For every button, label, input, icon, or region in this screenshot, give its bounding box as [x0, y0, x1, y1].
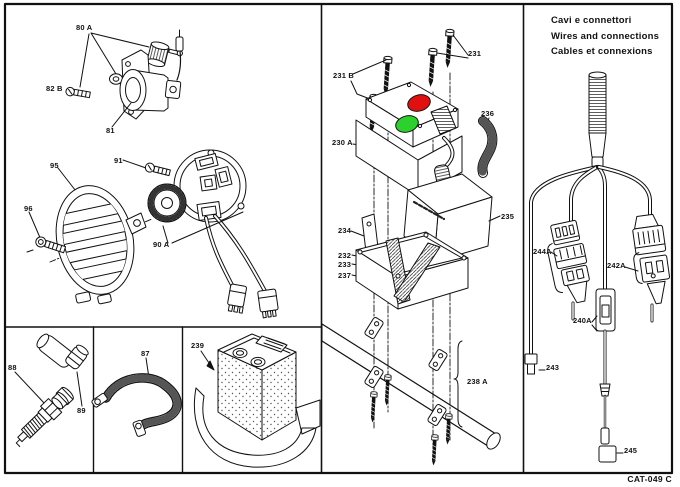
- part-label-89: 89: [77, 406, 86, 415]
- flywheel-cover-drawing: [27, 160, 171, 304]
- part-label-232: 232: [338, 251, 352, 260]
- ignition-coil-drawing: [65, 30, 183, 127]
- part-label-91: 91: [114, 156, 123, 165]
- part-label-230a: 230 A: [332, 138, 353, 147]
- part-label-82b: 82 B: [46, 84, 63, 93]
- part-label-233: 233: [338, 260, 352, 269]
- legend-title-french: Cables et connexions: [551, 46, 653, 57]
- spark-plug-drawing: [10, 331, 90, 449]
- legend-title-english: Wires and connections: [551, 31, 660, 42]
- legend-title-italian: Cavi e connettori: [551, 15, 632, 26]
- part-label-242a: 242A: [607, 261, 626, 270]
- mount-assembly-drawing: [322, 29, 503, 466]
- part-label-244a: 244A: [533, 247, 552, 256]
- part-label-238a: 238 A: [467, 377, 488, 386]
- part-label-237: 237: [338, 271, 352, 280]
- part-label-236: 236: [481, 109, 495, 118]
- part-label-80a: 80 A: [76, 23, 93, 32]
- part-label-231: 231: [468, 49, 482, 58]
- battery-drawing: [194, 334, 320, 467]
- part-label-96: 96: [24, 204, 33, 213]
- part-label-88: 88: [8, 363, 17, 372]
- part-label-243: 243: [546, 363, 560, 372]
- part-label-90a: 90 A: [153, 240, 170, 249]
- part-label-234: 234: [338, 226, 352, 235]
- part-label-87: 87: [141, 349, 150, 358]
- wiring-harness-drawing: [525, 72, 673, 462]
- catalog-code: CAT-049 C: [627, 474, 672, 484]
- part-label-245: 245: [624, 446, 638, 455]
- part-label-231b: 231 B: [333, 71, 355, 80]
- part-label-95: 95: [50, 161, 59, 170]
- part-label-81: 81: [106, 126, 115, 135]
- ground-strap-drawing: [91, 358, 177, 437]
- part-label-239: 239: [191, 341, 205, 350]
- part-label-235: 235: [501, 212, 515, 221]
- part-label-240a: 240A: [573, 316, 592, 325]
